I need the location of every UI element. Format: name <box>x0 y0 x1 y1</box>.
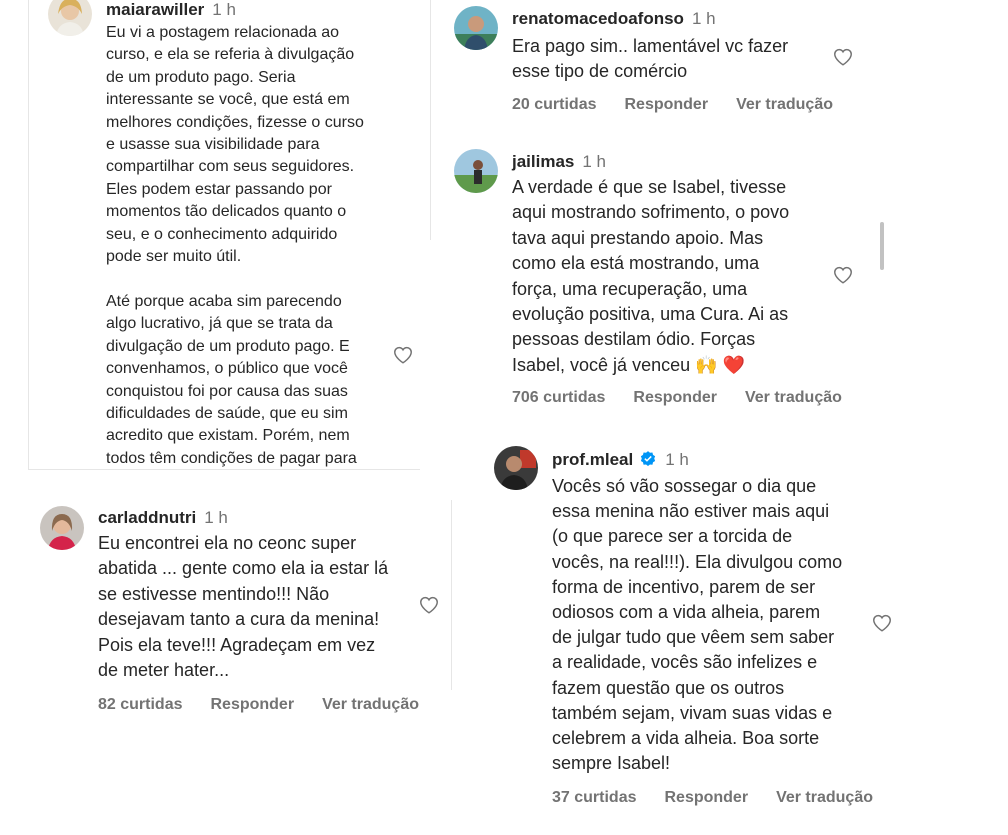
timestamp: 1 h <box>204 508 228 527</box>
likes-count[interactable]: 37 curtidas <box>552 789 637 806</box>
panel-divider <box>430 0 431 240</box>
heart-outline-icon <box>832 264 854 286</box>
avatar-image <box>48 0 92 36</box>
translate-button[interactable]: Ver tradução <box>736 96 833 113</box>
heart-outline-icon <box>392 344 414 366</box>
avatar[interactable] <box>48 0 92 36</box>
comment-carladdnutri <box>40 506 450 736</box>
comment-jailimas <box>454 149 874 419</box>
heart-outline-icon <box>418 594 440 616</box>
translate-button[interactable]: Ver tradução <box>744 389 842 406</box>
likes-count[interactable]: 20 curtidas <box>512 96 597 113</box>
panel-divider <box>451 500 452 690</box>
timestamp: 1 h <box>665 450 689 469</box>
comment-header <box>106 0 236 20</box>
likes-count[interactable]: 82 curtidas <box>98 696 183 713</box>
reply-button[interactable]: Responder <box>624 96 709 113</box>
comment-header <box>552 450 689 470</box>
comment-actions <box>512 389 870 407</box>
username[interactable]: jailimas <box>512 152 575 171</box>
comment-panel-carladdnutri <box>28 498 450 738</box>
avatar-image <box>454 6 498 50</box>
timestamp: 1 h <box>582 152 607 171</box>
timestamp: 1 h <box>691 9 716 28</box>
comment-actions <box>512 96 861 114</box>
reply-button[interactable]: Responder <box>633 389 717 406</box>
comment-text: Eu encontrei ela no ceonc super abatida ... gente como ela ia estar lá se estivesse mentindo!!! Não desejavam tanto a cura da menina! Pois ela teve!!! Agradeçam em vez de meter hater... <box>98 533 389 681</box>
scrollbar-thumb[interactable] <box>880 222 884 270</box>
comment-text: Vocês só vão sossegar o dia que essa menina não estiver mais aqui (o que parece ser a torcida de vocês, na real!!!). Ela divulgou como forma de incentivo, parem de ser odiosos com a vida alheia, parem de julgar tudo que vêem sem saber a realidade, vocês são infelizes e fazem questão que os outros também sejam, vivam suas vidas e celebrem a vida alheia. Boa sorte sempre Isabel! <box>552 476 843 774</box>
comment-panel-right-top <box>440 0 880 430</box>
heart-outline-icon <box>871 612 893 634</box>
comment-actions <box>552 789 901 807</box>
avatar[interactable] <box>40 506 84 550</box>
avatar[interactable] <box>494 446 538 490</box>
likes-count[interactable]: 706 curtidas <box>512 389 606 406</box>
translate-button[interactable]: Ver tradução <box>322 696 419 713</box>
username[interactable]: renatomacedoafonso <box>512 9 684 28</box>
avatar[interactable] <box>454 149 498 193</box>
avatar-image <box>494 446 538 490</box>
panel-divider <box>28 0 29 470</box>
like-button[interactable] <box>871 612 893 634</box>
like-button[interactable] <box>832 46 854 68</box>
comment-panel-maiarawiller <box>30 0 430 470</box>
comment-text: A verdade é que se Isabel, tivesse aqui mostrando sofrimento, o povo tava aqui prestando apoio. Mas como ela está mostrando, uma força, uma recuperação, uma evolução positiva, uma Cura. Ai as pessoas destilam ódio. Forças Isabel, você já venceu 🙌 ❤️ <box>512 177 790 375</box>
panel-divider <box>28 469 420 470</box>
avatar[interactable] <box>454 6 498 50</box>
comment-text: Eu vi a postagem relacionada ao curso, e ela se referia à divulgação de um produto pago. Seria interessante se você, que está em melhores condições, fizesse o curso e usasse sua visibilidade para compartilhar com seus seguidores. Eles podem estar passando por momentos tão delicados quanto o seu, e o conhecimento adquirido pode ser muito útil. Até porque acaba sim parecendo algo lucrativo, já que se trata da divulgação de um produto pago. E convenhamos, o público que você conquistou foi por causa das suas dificuldades de saúde, que eu sim acredito que existam. Porém, nem todos têm condições de pagar para <box>106 24 364 467</box>
comment-text: Era pago sim.. lamentável vc fazer esse tipo de comércio <box>512 36 789 82</box>
reply-button[interactable]: Responder <box>210 696 295 713</box>
username[interactable]: prof.mleal <box>552 450 634 469</box>
like-button[interactable] <box>418 594 440 616</box>
comment-renatomacedoafonso <box>454 6 874 121</box>
comment-header <box>512 9 716 29</box>
avatar-image <box>40 506 84 550</box>
reply-button[interactable]: Responder <box>664 789 749 806</box>
heart-outline-icon <box>832 46 854 68</box>
translate-button[interactable]: Ver tradução <box>776 789 873 806</box>
comment-header <box>98 508 228 528</box>
username[interactable]: carladdnutri <box>98 508 197 527</box>
comment-panel-prof-mleal <box>478 438 918 828</box>
timestamp: 1 h <box>212 0 236 19</box>
verified-badge-icon <box>639 450 657 468</box>
comment-prof-mleal <box>494 446 914 821</box>
like-button[interactable] <box>832 264 854 286</box>
like-button[interactable] <box>392 344 414 366</box>
comment-header <box>512 152 606 172</box>
avatar-image <box>454 149 498 193</box>
comment-actions <box>98 696 447 714</box>
comment-maiarawiller <box>48 0 428 470</box>
username[interactable]: maiarawiller <box>106 0 205 19</box>
